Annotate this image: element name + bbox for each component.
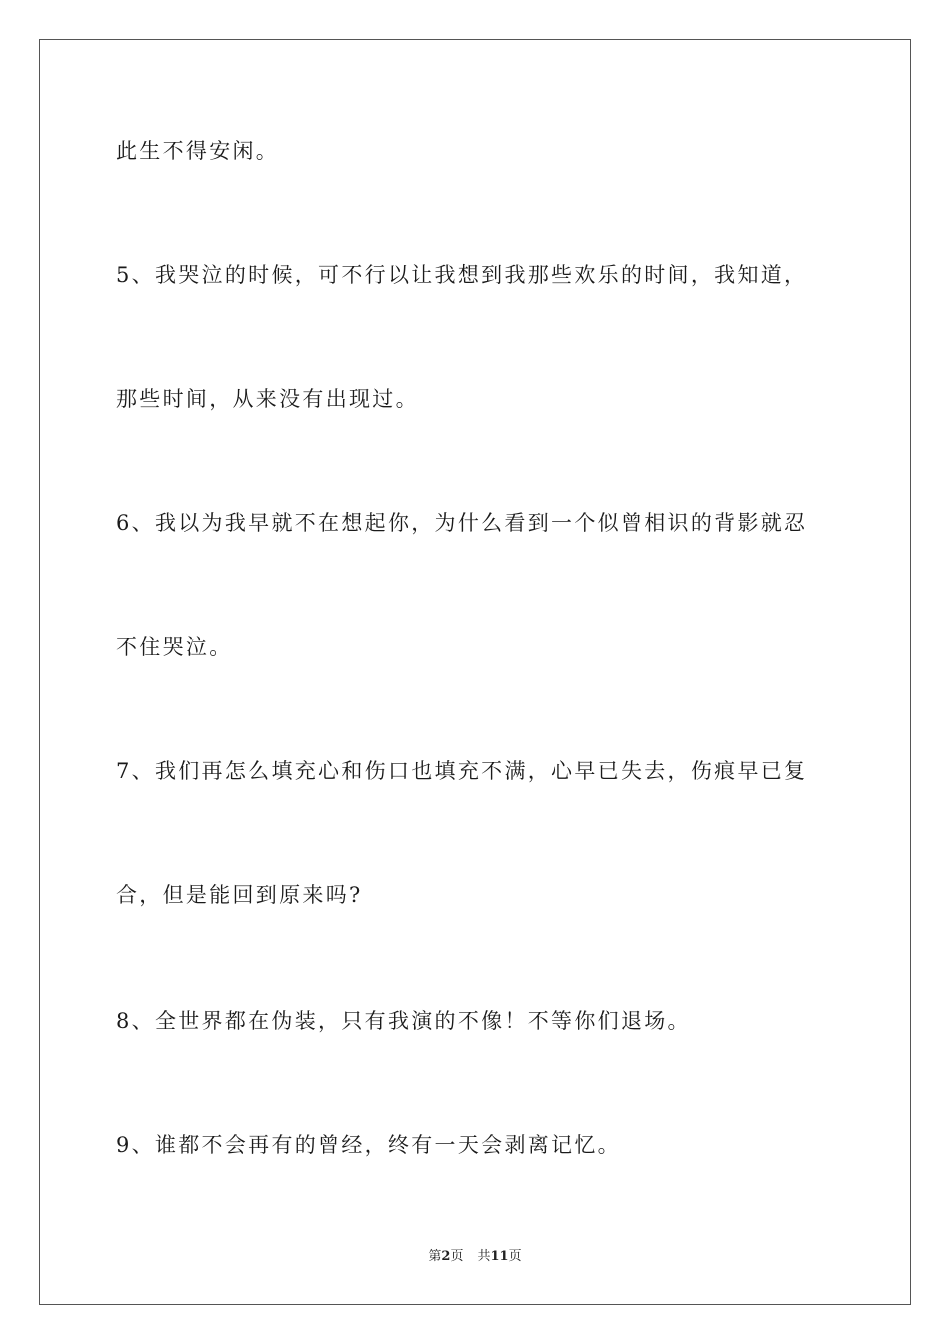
page-prefix: 第 [428,1249,442,1264]
text-line-3: 那些时间，从来没有出现过。 [116,387,419,411]
text-line-8: 8、全世界都在伪装，只有我演的不像！不等你们退场。 [116,1009,691,1033]
page-footer [0,1249,950,1265]
total-prefix: 共 [477,1249,491,1264]
text-line-7: 合，但是能回到原来吗? [116,883,363,907]
text-line-2: 5、我哭泣的时候，可不行以让我想到我那些欢乐的时间，我知道， [116,263,808,287]
text-line-5: 不住哭泣。 [116,635,233,659]
text-line-4: 6、我以为我早就不在想起你，为什么看到一个似曾相识的背影就忍 [116,511,808,535]
page-suffix: 页 [450,1249,464,1264]
text-line-6: 7、我们再怎么填充心和伤口也填充不满，心早已失去，伤痕早已复 [116,759,808,783]
page-border [39,39,911,1305]
page-number: 2 [441,1249,451,1264]
total-pages: 11 [490,1249,509,1264]
total-suffix: 页 [508,1249,522,1264]
text-line-1: 此生不得安闲。 [116,139,280,163]
text-line-9: 9、谁都不会再有的曾经，终有一天会剥离记忆。 [116,1133,621,1157]
